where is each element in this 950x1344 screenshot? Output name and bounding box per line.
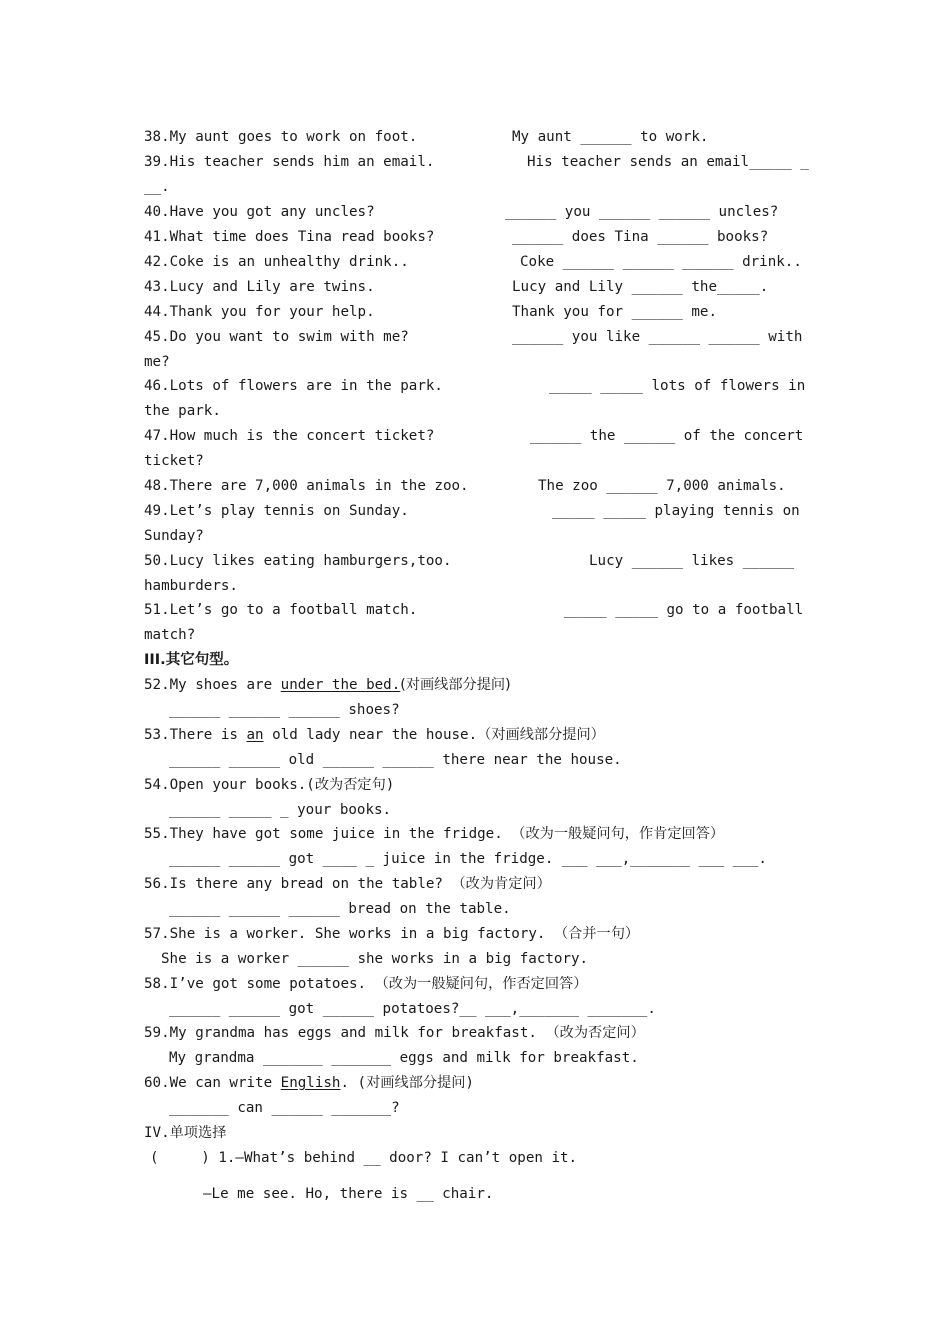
- item-60-question: [144, 1073, 474, 1093]
- item-52-question: [144, 675, 511, 695]
- item-39-blank: His teacher sends an email_____ _: [527, 154, 809, 170]
- mc-question-1-dialogue: —Le me see. Ho, there is __ chair.: [203, 1186, 494, 1202]
- item-58-answer: ______ ______ got ______ potatoes?__ ___,_______ _______.: [169, 1001, 656, 1017]
- item-57-answer: She is a worker ______ she works in a big factory.: [161, 951, 589, 967]
- item-53-text: 53.There is: [144, 727, 247, 743]
- item-49-blank: _____ _____ playing tennis on: [552, 503, 800, 519]
- item-54-answer: ______ _____ _ your books.: [169, 802, 392, 818]
- item-43-blank: Lucy and Lily ______ the_____.: [512, 279, 769, 295]
- item-46-blank: _____ _____ lots of flowers in: [549, 378, 806, 394]
- item-45-blank: ______ you like ______ ______ with: [512, 329, 803, 345]
- item-52-text: 52.My shoes are: [144, 677, 281, 693]
- item-38-blank: My aunt ______ to work.: [512, 129, 709, 145]
- item-50-blank: Lucy ______ likes ______: [589, 553, 794, 569]
- item-40-blank: ______ you ______ ______ uncles?: [505, 204, 779, 220]
- item-51-wrap: match?: [144, 627, 196, 643]
- item-55-question: 55.They have got some juice in the fridge. （改为一般疑问句，作肯定回答）: [144, 826, 725, 842]
- item-53-underlined: an: [246, 727, 264, 743]
- item-51-original: 51.Let’s go to a football match.: [144, 602, 418, 618]
- item-59-answer: My grandma _______ _______ eggs and milk for breakfast.: [169, 1050, 639, 1066]
- item-55-answer: ______ ______ got ____ _ juice in the fridge. ___ ___,_______ ___ ___.: [169, 851, 767, 867]
- item-41-blank: ______ does Tina ______ books?: [512, 229, 769, 245]
- item-60-instruction: . (对画线部分提问): [340, 1075, 474, 1091]
- item-43-original: 43.Lucy and Lily are twins.: [144, 279, 375, 295]
- item-52-answer: ______ ______ ______ shoes?: [169, 702, 400, 718]
- mc-question-1: ( ) 1.—What’s behind __ door? I can’t open it.: [150, 1150, 578, 1166]
- item-45-original: 45.Do you want to swim with me?: [144, 329, 409, 345]
- item-47-wrap: ticket?: [144, 453, 204, 469]
- item-39-wrap: __.: [144, 179, 170, 195]
- item-53-instruction: old lady near the house.（对画线部分提问）: [263, 727, 605, 743]
- item-60-underlined: English: [280, 1075, 341, 1091]
- item-53-answer: ______ ______ old ______ ______ there near the house.: [169, 752, 622, 768]
- item-48-blank: The zoo ______ 7,000 animals.: [538, 478, 786, 494]
- item-44-blank: Thank you for ______ me.: [512, 304, 717, 320]
- item-42-original: 42.Coke is an unhealthy drink..: [144, 254, 409, 270]
- item-52-instruction: (对画线部分提问): [400, 677, 511, 693]
- item-50-wrap: hamburders.: [144, 578, 238, 594]
- item-38-original: 38.My aunt goes to work on foot.: [144, 129, 418, 145]
- item-42-blank: Coke ______ ______ ______ drink..: [520, 254, 802, 270]
- item-46-wrap: the park.: [144, 403, 221, 419]
- item-54-question: 54.Open your books.(改为否定句): [144, 777, 395, 793]
- item-39-original: 39.His teacher sends him an email.: [144, 154, 435, 170]
- item-44-original: 44.Thank you for your help.: [144, 304, 375, 320]
- section-3-title: III.其它句型。: [144, 652, 239, 668]
- item-50-original: 50.Lucy likes eating hamburgers,too.: [144, 553, 452, 569]
- item-46-original: 46.Lots of flowers are in the park.: [144, 378, 443, 394]
- item-56-question: 56.Is there any bread on the table? （改为肯定问）: [144, 876, 551, 892]
- item-49-wrap: Sunday?: [144, 528, 204, 544]
- item-47-original: 47.How much is the concert ticket?: [144, 428, 435, 444]
- item-60-answer: _______ can ______ _______?: [169, 1100, 400, 1116]
- item-59-question: 59.My grandma has eggs and milk for breakfast. （改为否定问）: [144, 1025, 645, 1041]
- item-47-blank: ______ the ______ of the concert: [530, 428, 804, 444]
- section-4-title: IV.单项选择: [144, 1125, 227, 1141]
- item-57-question: 57.She is a worker. She works in a big factory. （合并一句）: [144, 926, 640, 942]
- item-40-original: 40.Have you got any uncles?: [144, 204, 375, 220]
- item-58-question: 58.I’ve got some potatoes. （改为一般疑问句，作否定回答）: [144, 976, 588, 992]
- item-48-original: 48.There are 7,000 animals in the zoo.: [144, 478, 469, 494]
- item-51-blank: _____ _____ go to a football: [564, 602, 804, 618]
- item-52-underlined: under the bed.: [280, 677, 401, 693]
- item-41-original: 41.What time does Tina read books?: [144, 229, 435, 245]
- item-45-wrap: me?: [144, 354, 170, 370]
- item-60-text: 60.We can write: [144, 1075, 281, 1091]
- item-53-question: [144, 725, 605, 745]
- item-56-answer: ______ ______ ______ bread on the table.: [169, 901, 511, 917]
- item-49-original: 49.Let’s play tennis on Sunday.: [144, 503, 409, 519]
